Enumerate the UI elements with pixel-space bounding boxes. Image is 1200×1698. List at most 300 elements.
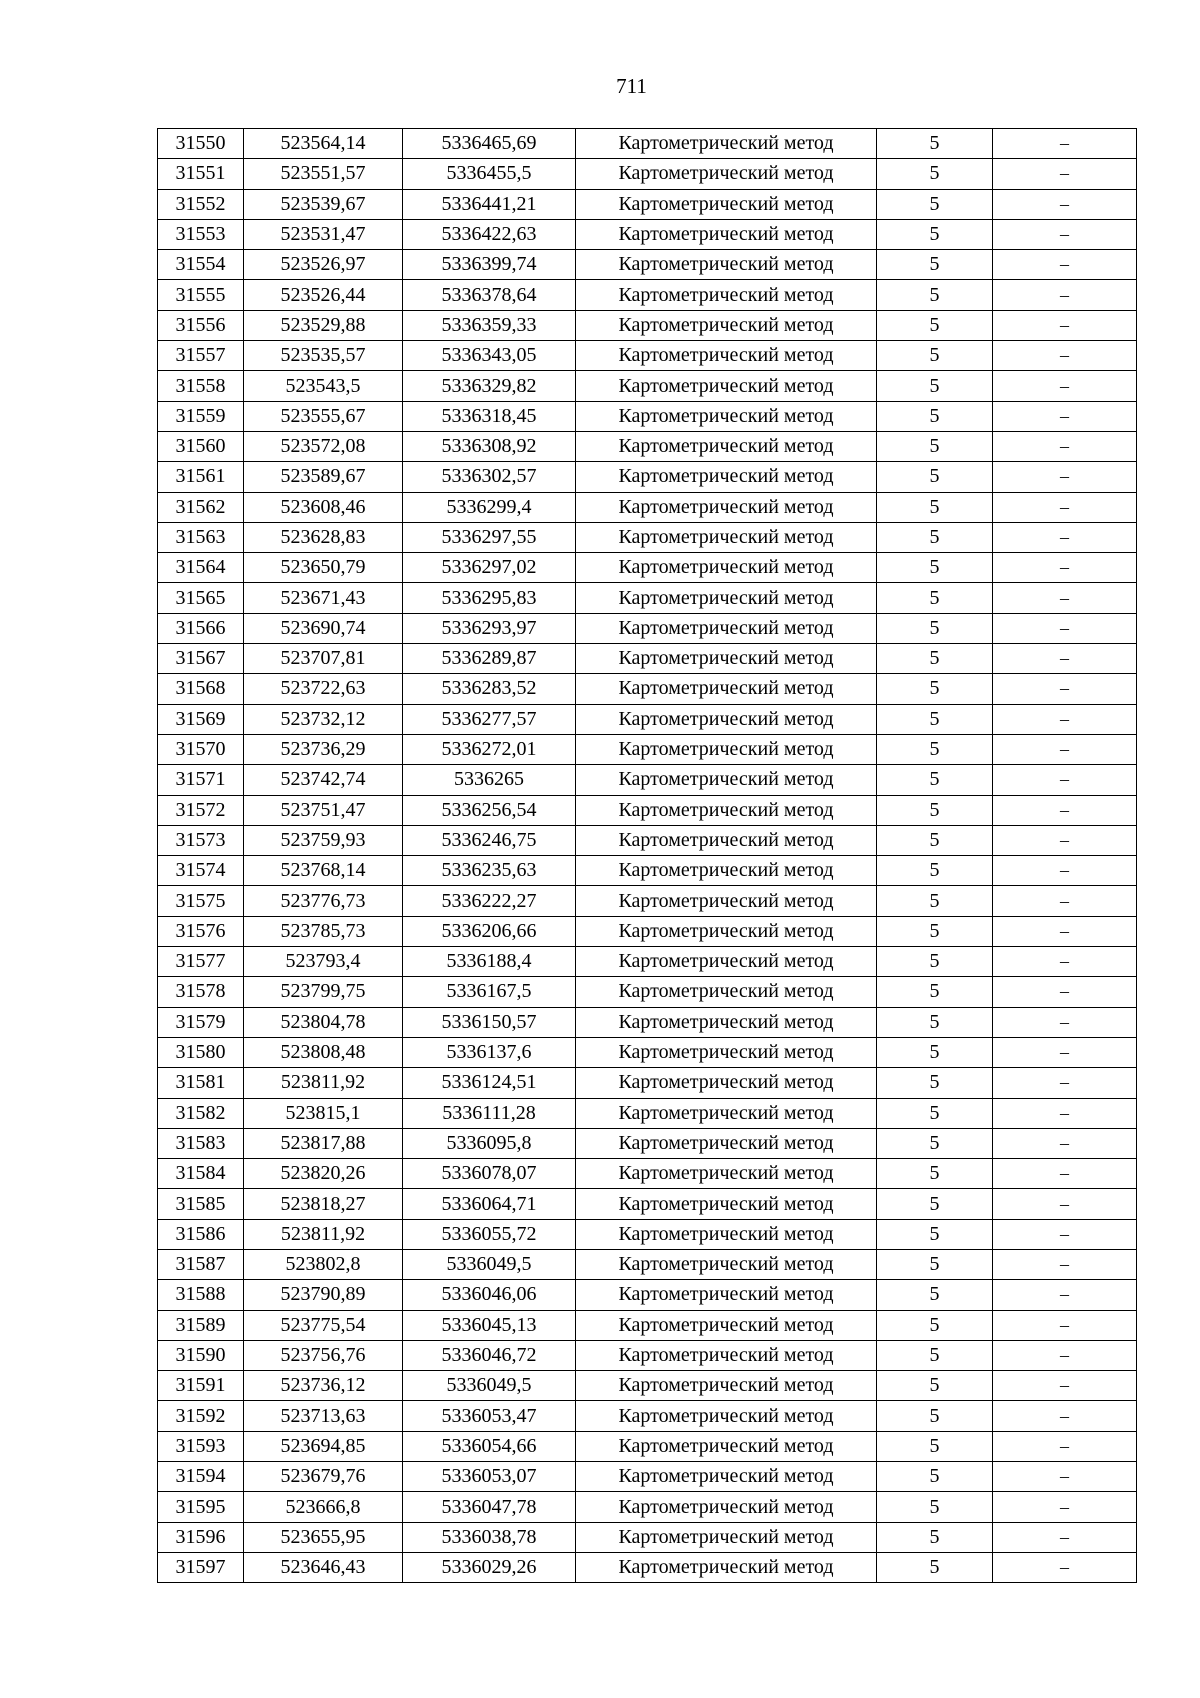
x-coordinate-cell: 523811,92	[244, 1068, 403, 1098]
accuracy-cell: 5	[877, 462, 993, 492]
point-number-cell: 31565	[158, 583, 244, 613]
description-cell: –	[993, 462, 1137, 492]
accuracy-cell: 5	[877, 1189, 993, 1219]
y-coordinate-cell: 5336359,33	[403, 310, 576, 340]
table-row	[158, 1431, 1137, 1461]
y-coordinate-cell: 5336293,97	[403, 613, 576, 643]
method-cell: Картометрический метод	[576, 613, 877, 643]
x-coordinate-cell: 523655,95	[244, 1522, 403, 1552]
y-coordinate-cell: 5336206,66	[403, 916, 576, 946]
table-row	[158, 825, 1137, 855]
description-cell: –	[993, 371, 1137, 401]
table-row	[158, 129, 1137, 159]
point-number-cell: 31550	[158, 129, 244, 159]
y-coordinate-cell: 5336137,6	[403, 1037, 576, 1067]
point-number-cell: 31557	[158, 341, 244, 371]
point-number-cell: 31582	[158, 1098, 244, 1128]
point-number-cell: 31551	[158, 159, 244, 189]
description-cell: –	[993, 613, 1137, 643]
point-number-cell: 31589	[158, 1310, 244, 1340]
method-cell: Картометрический метод	[576, 1098, 877, 1128]
description-cell: –	[993, 947, 1137, 977]
method-cell: Картометрический метод	[576, 947, 877, 977]
point-number-cell: 31563	[158, 522, 244, 552]
point-number-cell: 31597	[158, 1552, 244, 1582]
y-coordinate-cell: 5336046,72	[403, 1340, 576, 1370]
x-coordinate-cell: 523759,93	[244, 825, 403, 855]
table-row	[158, 1068, 1137, 1098]
method-cell: Картометрический метод	[576, 522, 877, 552]
method-cell: Картометрический метод	[576, 129, 877, 159]
method-cell: Картометрический метод	[576, 371, 877, 401]
x-coordinate-cell: 523785,73	[244, 916, 403, 946]
table-row	[158, 704, 1137, 734]
x-coordinate-cell: 523679,76	[244, 1462, 403, 1492]
description-cell: –	[993, 977, 1137, 1007]
point-number-cell: 31576	[158, 916, 244, 946]
description-cell: –	[993, 1007, 1137, 1037]
accuracy-cell: 5	[877, 1219, 993, 1249]
point-number-cell: 31566	[158, 613, 244, 643]
description-cell: –	[993, 522, 1137, 552]
y-coordinate-cell: 5336095,8	[403, 1128, 576, 1158]
table-row	[158, 1007, 1137, 1037]
x-coordinate-cell: 523820,26	[244, 1159, 403, 1189]
table-row	[158, 159, 1137, 189]
description-cell: –	[993, 765, 1137, 795]
y-coordinate-cell: 5336053,47	[403, 1401, 576, 1431]
x-coordinate-cell: 523736,29	[244, 734, 403, 764]
table-row	[158, 674, 1137, 704]
x-coordinate-cell: 523808,48	[244, 1037, 403, 1067]
x-coordinate-cell: 523817,88	[244, 1128, 403, 1158]
table-row	[158, 765, 1137, 795]
y-coordinate-cell: 5336399,74	[403, 250, 576, 280]
y-coordinate-cell: 5336265	[403, 765, 576, 795]
x-coordinate-cell: 523811,92	[244, 1219, 403, 1249]
accuracy-cell: 5	[877, 765, 993, 795]
table-row	[158, 1280, 1137, 1310]
x-coordinate-cell: 523818,27	[244, 1189, 403, 1219]
x-coordinate-cell: 523646,43	[244, 1552, 403, 1582]
method-cell: Картометрический метод	[576, 1068, 877, 1098]
accuracy-cell: 5	[877, 886, 993, 916]
table-row	[158, 1522, 1137, 1552]
accuracy-cell: 5	[877, 371, 993, 401]
x-coordinate-cell: 523707,81	[244, 644, 403, 674]
method-cell: Картометрический метод	[576, 431, 877, 461]
point-number-cell: 31556	[158, 310, 244, 340]
point-number-cell: 31587	[158, 1249, 244, 1279]
point-number-cell: 31569	[158, 704, 244, 734]
table-row	[158, 734, 1137, 764]
point-number-cell: 31586	[158, 1219, 244, 1249]
table-row	[158, 886, 1137, 916]
y-coordinate-cell: 5336297,02	[403, 553, 576, 583]
accuracy-cell: 5	[877, 553, 993, 583]
y-coordinate-cell: 5336308,92	[403, 431, 576, 461]
method-cell: Картометрический метод	[576, 280, 877, 310]
method-cell: Картометрический метод	[576, 1340, 877, 1370]
method-cell: Картометрический метод	[576, 1431, 877, 1461]
point-number-cell: 31592	[158, 1401, 244, 1431]
x-coordinate-cell: 523671,43	[244, 583, 403, 613]
point-number-cell: 31583	[158, 1128, 244, 1158]
point-number-cell: 31554	[158, 250, 244, 280]
point-number-cell: 31590	[158, 1340, 244, 1370]
description-cell: –	[993, 1401, 1137, 1431]
x-coordinate-cell: 523564,14	[244, 129, 403, 159]
accuracy-cell: 5	[877, 1552, 993, 1582]
accuracy-cell: 5	[877, 159, 993, 189]
accuracy-cell: 5	[877, 1310, 993, 1340]
table-row	[158, 1310, 1137, 1340]
y-coordinate-cell: 5336441,21	[403, 189, 576, 219]
y-coordinate-cell: 5336422,63	[403, 219, 576, 249]
description-cell: –	[993, 644, 1137, 674]
method-cell: Картометрический метод	[576, 310, 877, 340]
description-cell: –	[993, 250, 1137, 280]
table-row	[158, 644, 1137, 674]
accuracy-cell: 5	[877, 947, 993, 977]
point-number-cell: 31575	[158, 886, 244, 916]
table-row	[158, 371, 1137, 401]
point-number-cell: 31555	[158, 280, 244, 310]
accuracy-cell: 5	[877, 583, 993, 613]
accuracy-cell: 5	[877, 795, 993, 825]
x-coordinate-cell: 523526,44	[244, 280, 403, 310]
accuracy-cell: 5	[877, 310, 993, 340]
x-coordinate-cell: 523628,83	[244, 522, 403, 552]
table-row	[158, 1492, 1137, 1522]
y-coordinate-cell: 5336329,82	[403, 371, 576, 401]
x-coordinate-cell: 523722,63	[244, 674, 403, 704]
accuracy-cell: 5	[877, 1068, 993, 1098]
y-coordinate-cell: 5336318,45	[403, 401, 576, 431]
table-row	[158, 189, 1137, 219]
accuracy-cell: 5	[877, 1371, 993, 1401]
method-cell: Картометрический метод	[576, 916, 877, 946]
method-cell: Картометрический метод	[576, 795, 877, 825]
table-row	[158, 492, 1137, 522]
x-coordinate-cell: 523666,8	[244, 1492, 403, 1522]
description-cell: –	[993, 856, 1137, 886]
point-number-cell: 31577	[158, 947, 244, 977]
y-coordinate-cell: 5336124,51	[403, 1068, 576, 1098]
x-coordinate-cell: 523531,47	[244, 219, 403, 249]
accuracy-cell: 5	[877, 674, 993, 704]
accuracy-cell: 5	[877, 1401, 993, 1431]
point-number-cell: 31584	[158, 1159, 244, 1189]
y-coordinate-cell: 5336289,87	[403, 644, 576, 674]
accuracy-cell: 5	[877, 856, 993, 886]
accuracy-cell: 5	[877, 219, 993, 249]
method-cell: Картометрический метод	[576, 1249, 877, 1279]
table-row	[158, 856, 1137, 886]
point-number-cell: 31558	[158, 371, 244, 401]
point-number-cell: 31595	[158, 1492, 244, 1522]
x-coordinate-cell: 523790,89	[244, 1280, 403, 1310]
x-coordinate-cell: 523555,67	[244, 401, 403, 431]
description-cell: –	[993, 310, 1137, 340]
accuracy-cell: 5	[877, 977, 993, 1007]
description-cell: –	[993, 280, 1137, 310]
method-cell: Картометрический метод	[576, 886, 877, 916]
y-coordinate-cell: 5336038,78	[403, 1522, 576, 1552]
accuracy-cell: 5	[877, 1340, 993, 1370]
method-cell: Картометрический метод	[576, 644, 877, 674]
table-row	[158, 1159, 1137, 1189]
description-cell: –	[993, 1189, 1137, 1219]
description-cell: –	[993, 1249, 1137, 1279]
table-body	[158, 129, 1137, 1583]
method-cell: Картометрический метод	[576, 1401, 877, 1431]
method-cell: Картометрический метод	[576, 1159, 877, 1189]
method-cell: Картометрический метод	[576, 825, 877, 855]
description-cell: –	[993, 583, 1137, 613]
point-number-cell: 31567	[158, 644, 244, 674]
point-number-cell: 31571	[158, 765, 244, 795]
accuracy-cell: 5	[877, 825, 993, 855]
method-cell: Картометрический метод	[576, 492, 877, 522]
description-cell: –	[993, 1037, 1137, 1067]
description-cell: –	[993, 1098, 1137, 1128]
y-coordinate-cell: 5336297,55	[403, 522, 576, 552]
method-cell: Картометрический метод	[576, 765, 877, 795]
accuracy-cell: 5	[877, 644, 993, 674]
accuracy-cell: 5	[877, 1492, 993, 1522]
x-coordinate-cell: 523572,08	[244, 431, 403, 461]
y-coordinate-cell: 5336272,01	[403, 734, 576, 764]
table-row	[158, 341, 1137, 371]
y-coordinate-cell: 5336277,57	[403, 704, 576, 734]
description-cell: –	[993, 1492, 1137, 1522]
description-cell: –	[993, 159, 1137, 189]
table-row	[158, 1219, 1137, 1249]
point-number-cell: 31560	[158, 431, 244, 461]
point-number-cell: 31572	[158, 795, 244, 825]
accuracy-cell: 5	[877, 1462, 993, 1492]
x-coordinate-cell: 523589,67	[244, 462, 403, 492]
point-number-cell: 31580	[158, 1037, 244, 1067]
method-cell: Картометрический метод	[576, 1189, 877, 1219]
method-cell: Картометрический метод	[576, 1462, 877, 1492]
y-coordinate-cell: 5336167,5	[403, 977, 576, 1007]
description-cell: –	[993, 341, 1137, 371]
point-number-cell: 31562	[158, 492, 244, 522]
x-coordinate-cell: 523529,88	[244, 310, 403, 340]
x-coordinate-cell: 523804,78	[244, 1007, 403, 1037]
point-number-cell: 31573	[158, 825, 244, 855]
method-cell: Картометрический метод	[576, 856, 877, 886]
accuracy-cell: 5	[877, 613, 993, 643]
accuracy-cell: 5	[877, 916, 993, 946]
description-cell: –	[993, 1068, 1137, 1098]
y-coordinate-cell: 5336055,72	[403, 1219, 576, 1249]
point-number-cell: 31561	[158, 462, 244, 492]
method-cell: Картометрический метод	[576, 159, 877, 189]
method-cell: Картометрический метод	[576, 1492, 877, 1522]
method-cell: Картометрический метод	[576, 1280, 877, 1310]
method-cell: Картометрический метод	[576, 583, 877, 613]
table-row	[158, 795, 1137, 825]
table-row	[158, 1128, 1137, 1158]
coordinates-table	[157, 128, 1137, 1583]
method-cell: Картометрический метод	[576, 1128, 877, 1158]
accuracy-cell: 5	[877, 1159, 993, 1189]
x-coordinate-cell: 523650,79	[244, 553, 403, 583]
point-number-cell: 31585	[158, 1189, 244, 1219]
method-cell: Картометрический метод	[576, 1219, 877, 1249]
x-coordinate-cell: 523815,1	[244, 1098, 403, 1128]
x-coordinate-cell: 523751,47	[244, 795, 403, 825]
x-coordinate-cell: 523775,54	[244, 1310, 403, 1340]
method-cell: Картометрический метод	[576, 401, 877, 431]
y-coordinate-cell: 5336343,05	[403, 341, 576, 371]
method-cell: Картометрический метод	[576, 1552, 877, 1582]
table-row	[158, 1552, 1137, 1582]
table-row	[158, 1098, 1137, 1128]
accuracy-cell: 5	[877, 1431, 993, 1461]
description-cell: –	[993, 129, 1137, 159]
description-cell: –	[993, 1280, 1137, 1310]
description-cell: –	[993, 431, 1137, 461]
accuracy-cell: 5	[877, 401, 993, 431]
description-cell: –	[993, 1128, 1137, 1158]
x-coordinate-cell: 523742,74	[244, 765, 403, 795]
point-number-cell: 31570	[158, 734, 244, 764]
y-coordinate-cell: 5336256,54	[403, 795, 576, 825]
table-row	[158, 916, 1137, 946]
point-number-cell: 31593	[158, 1431, 244, 1461]
description-cell: –	[993, 1340, 1137, 1370]
x-coordinate-cell: 523526,97	[244, 250, 403, 280]
point-number-cell: 31588	[158, 1280, 244, 1310]
y-coordinate-cell: 5336455,5	[403, 159, 576, 189]
x-coordinate-cell: 523608,46	[244, 492, 403, 522]
point-number-cell: 31578	[158, 977, 244, 1007]
table-row	[158, 1401, 1137, 1431]
table-row	[158, 431, 1137, 461]
description-cell: –	[993, 401, 1137, 431]
point-number-cell: 31568	[158, 674, 244, 704]
point-number-cell: 31559	[158, 401, 244, 431]
y-coordinate-cell: 5336222,27	[403, 886, 576, 916]
x-coordinate-cell: 523543,5	[244, 371, 403, 401]
table-row	[158, 1037, 1137, 1067]
x-coordinate-cell: 523694,85	[244, 1431, 403, 1461]
point-number-cell: 31591	[158, 1371, 244, 1401]
y-coordinate-cell: 5336064,71	[403, 1189, 576, 1219]
table-row	[158, 947, 1137, 977]
method-cell: Картометрический метод	[576, 1310, 877, 1340]
accuracy-cell: 5	[877, 734, 993, 764]
description-cell: –	[993, 1431, 1137, 1461]
y-coordinate-cell: 5336047,78	[403, 1492, 576, 1522]
method-cell: Картометрический метод	[576, 1037, 877, 1067]
table-row	[158, 553, 1137, 583]
description-cell: –	[993, 1462, 1137, 1492]
y-coordinate-cell: 5336235,63	[403, 856, 576, 886]
description-cell: –	[993, 1522, 1137, 1552]
table-row	[158, 583, 1137, 613]
accuracy-cell: 5	[877, 341, 993, 371]
accuracy-cell: 5	[877, 189, 993, 219]
method-cell: Картометрический метод	[576, 341, 877, 371]
description-cell: –	[993, 916, 1137, 946]
method-cell: Картометрический метод	[576, 462, 877, 492]
description-cell: –	[993, 553, 1137, 583]
table-row	[158, 1249, 1137, 1279]
accuracy-cell: 5	[877, 280, 993, 310]
table-row	[158, 1189, 1137, 1219]
accuracy-cell: 5	[877, 1249, 993, 1279]
method-cell: Картометрический метод	[576, 977, 877, 1007]
description-cell: –	[993, 734, 1137, 764]
table-row	[158, 310, 1137, 340]
table-row	[158, 1340, 1137, 1370]
point-number-cell: 31552	[158, 189, 244, 219]
y-coordinate-cell: 5336246,75	[403, 825, 576, 855]
method-cell: Картометрический метод	[576, 219, 877, 249]
x-coordinate-cell: 523535,57	[244, 341, 403, 371]
x-coordinate-cell: 523732,12	[244, 704, 403, 734]
x-coordinate-cell: 523713,63	[244, 1401, 403, 1431]
description-cell: –	[993, 886, 1137, 916]
accuracy-cell: 5	[877, 129, 993, 159]
description-cell: –	[993, 1552, 1137, 1582]
description-cell: –	[993, 1310, 1137, 1340]
accuracy-cell: 5	[877, 1007, 993, 1037]
x-coordinate-cell: 523736,12	[244, 1371, 403, 1401]
description-cell: –	[993, 795, 1137, 825]
y-coordinate-cell: 5336378,64	[403, 280, 576, 310]
description-cell: –	[993, 219, 1137, 249]
description-cell: –	[993, 492, 1137, 522]
point-number-cell: 31596	[158, 1522, 244, 1552]
method-cell: Картометрический метод	[576, 553, 877, 583]
y-coordinate-cell: 5336465,69	[403, 129, 576, 159]
page-number: 711	[616, 74, 647, 98]
accuracy-cell: 5	[877, 1098, 993, 1128]
x-coordinate-cell: 523539,67	[244, 189, 403, 219]
x-coordinate-cell: 523551,57	[244, 159, 403, 189]
method-cell: Картометрический метод	[576, 704, 877, 734]
description-cell: –	[993, 704, 1137, 734]
table-row	[158, 401, 1137, 431]
y-coordinate-cell: 5336053,07	[403, 1462, 576, 1492]
x-coordinate-cell: 523690,74	[244, 613, 403, 643]
y-coordinate-cell: 5336045,13	[403, 1310, 576, 1340]
y-coordinate-cell: 5336150,57	[403, 1007, 576, 1037]
point-number-cell: 31594	[158, 1462, 244, 1492]
table-row	[158, 613, 1137, 643]
point-number-cell: 31553	[158, 219, 244, 249]
method-cell: Картометрический метод	[576, 1522, 877, 1552]
accuracy-cell: 5	[877, 1280, 993, 1310]
table-row	[158, 1462, 1137, 1492]
y-coordinate-cell: 5336302,57	[403, 462, 576, 492]
y-coordinate-cell: 5336299,4	[403, 492, 576, 522]
y-coordinate-cell: 5336295,83	[403, 583, 576, 613]
method-cell: Картометрический метод	[576, 674, 877, 704]
y-coordinate-cell: 5336188,4	[403, 947, 576, 977]
x-coordinate-cell: 523799,75	[244, 977, 403, 1007]
method-cell: Картометрический метод	[576, 1007, 877, 1037]
x-coordinate-cell: 523776,73	[244, 886, 403, 916]
point-number-cell: 31581	[158, 1068, 244, 1098]
description-cell: –	[993, 189, 1137, 219]
